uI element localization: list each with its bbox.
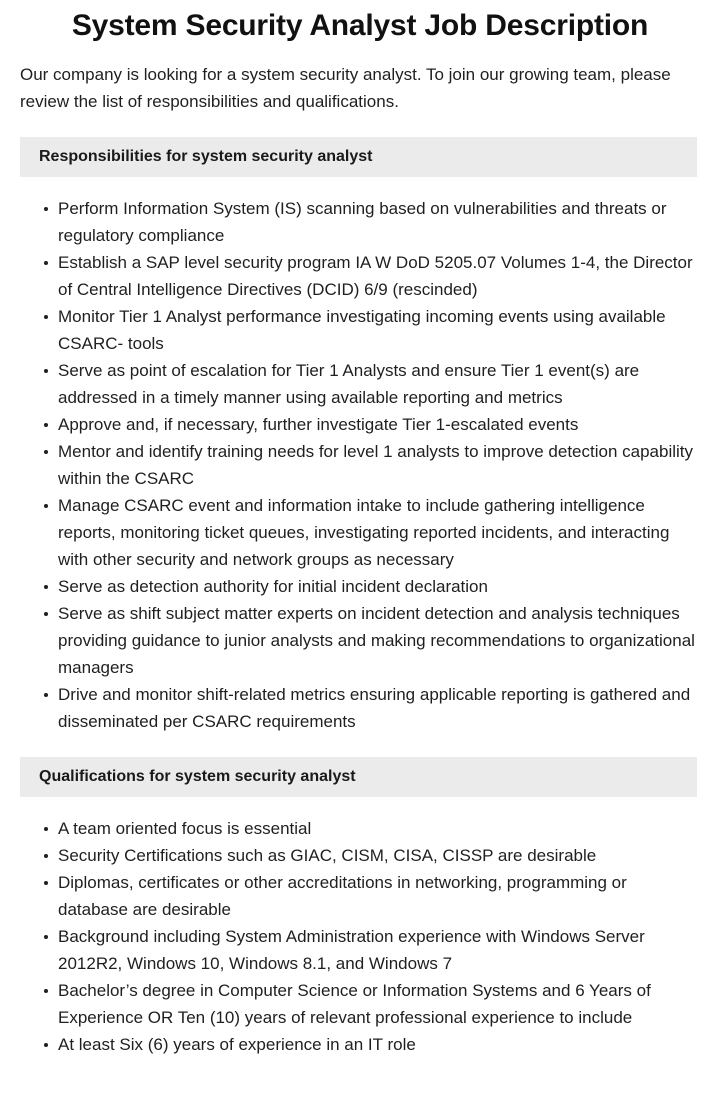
page-title: System Security Analyst Job Description <box>71 9 649 42</box>
list-item: Mentor and identify training needs for level 1 analysts to improve detection capability within the CSARC <box>58 438 700 492</box>
list-item: Serve as point of escalation for Tier 1 Analysts and ensure Tier 1 event(s) are addressed in a timely manner using available reporting and metrics <box>58 357 700 411</box>
section-heading-label: Qualifications for system security analyst <box>39 768 356 785</box>
section-header-qualifications <box>20 757 697 797</box>
list-item: Diplomas, certificates or other accreditations in networking, programming or database are desirable <box>58 869 700 923</box>
list-item: At least Six (6) years of experience in an IT role <box>58 1031 700 1058</box>
section-qualifications <box>0 757 720 1058</box>
qualifications-list <box>0 815 720 1058</box>
section-responsibilities <box>0 137 720 735</box>
list-item: Manage CSARC event and information intake to include gathering intelligence reports, monitoring ticket queues, investigating reported incidents, and interacting with other security and network groups as necessary <box>58 492 700 573</box>
list-item: Serve as shift subject matter experts on incident detection and analysis techniques providing guidance to junior analysts and making recommendations to organizational managers <box>58 600 700 681</box>
list-item: Bachelor’s degree in Computer Science or Information Systems and 6 Years of Experience OR Ten (10) years of relevant professional experience to include <box>58 977 700 1031</box>
list-item: Monitor Tier 1 Analyst performance investigating incoming events using available CSARC- tools <box>58 303 700 357</box>
section-heading-label: Responsibilities for system security analyst <box>39 148 373 165</box>
page-bottom-spacer <box>0 1058 720 1080</box>
responsibilities-list <box>0 195 720 735</box>
list-item: Drive and monitor shift-related metrics ensuring applicable reporting is gathered and disseminated per CSARC requirements <box>58 681 700 735</box>
list-item: Approve and, if necessary, further investigate Tier 1-escalated events <box>58 411 700 438</box>
list-item: Security Certifications such as GIAC, CISM, CISA, CISSP are desirable <box>58 842 700 869</box>
list-item: Establish a SAP level security program IA W DoD 5205.07 Volumes 1-4, the Director of Central Intelligence Directives (DCID) 6/9 (rescinded) <box>58 249 700 303</box>
list-item: Perform Information System (IS) scanning based on vulnerabilities and threats or regulatory compliance <box>58 195 700 249</box>
list-item: A team oriented focus is essential <box>58 815 700 842</box>
list-item: Serve as detection authority for initial incident declaration <box>58 573 700 600</box>
section-header-responsibilities <box>20 137 697 177</box>
list-item: Background including System Administration experience with Windows Server 2012R2, Windows 10, Windows 8.1, and Windows 7 <box>58 923 700 977</box>
intro-paragraph: Our company is looking for a system security analyst. To join our growing team, please review the list of responsibilities and qualifications. <box>20 65 671 111</box>
